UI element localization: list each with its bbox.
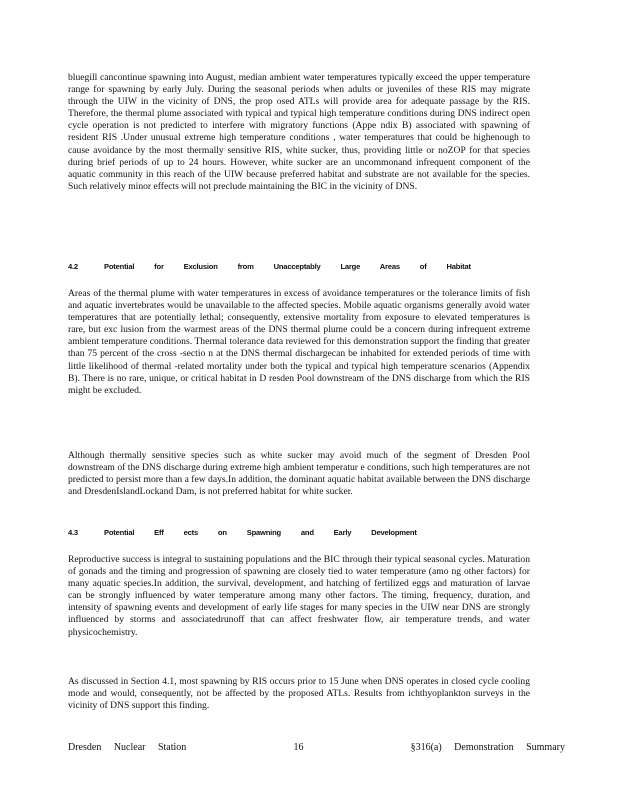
page-footer bbox=[68, 742, 565, 753]
footer-document-title: §316(a) Demonstration Summary bbox=[410, 742, 565, 753]
paragraph-reproductive-success: Reproductive success is integral to sustaining populations and the BIC through their typical seasonal cycles. Maturation of gonads and the timing and progression of spawning are closely tied to water temperature (amo ng other factors) for many aquatic species.In addition, the survival, development, and hatching of fertilized eggs and maturation of larvae can be strongly influenced by water temperature among many other factors. The timing, frequency, duration, and intensity of spawning events and development of early life stages for many species in the UIW near DNS are strongly influenced by storms and associatedrunoff that can affect freshwater flow, air temperature trends, and water physicochemistry. bbox=[68, 554, 530, 638]
paragraph-thermal-plume-exclusion: Areas of the thermal plume with water temperatures in excess of avoidance temperatures or the tolerance limits of fish and aquatic invertebrates would be unavailable to the affected species. Mobile aquatic organisms generally avoid water temperatures that are potentially lethal; consequently, extensive mortality from exposure to elevated temperatures is rare, but exc lusion from the warmest areas of the DNS thermal plume could be a concern during infrequent extreme ambient temperature conditions. Thermal tolerance data reviewed for this demonstration support the finding that greater than 75 percent of the cross -sectio n at the DNS thermal dischargecan be inhabited for extended periods of time with little likelihood of thermal -related mortality under both the typical and typical high temperature scenarios (Appendix B). There is no rare, unique, or critical habitat in D resden Pool downstream of the DNS discharge from which the RIS might be excluded. bbox=[68, 288, 530, 396]
footer-station-name: Dresden Nuclear Station bbox=[68, 742, 187, 753]
paragraph-white-sucker: Although thermally sensitive species such as white sucker may avoid much of the segment of Dresden Pool downstream of the DNS discharge during extreme high ambient temperatur e conditions, such high temperatures are not predicted to persist more than a few days.In addition, the dominant aquatic habitat available between the DNS discharge and DresdenIslandLockand Dam, is not preferred habitat for white sucker. bbox=[68, 450, 530, 498]
section-number: 4.3 bbox=[68, 528, 78, 537]
page-number: 16 bbox=[293, 742, 304, 753]
paragraph-section-4-1-reference: As discussed in Section 4.1, most spawning by RIS occurs prior to 15 June when DNS operates in closed cycle cooling mode and would, consequently, not be affected by the proposed ATLs. Results from ichthyoplankton surveys in the vicinity of DNS support this finding. bbox=[68, 676, 530, 712]
section-title: Potential for Exclusion from Unacceptably Large Areas of Habitat bbox=[104, 262, 471, 271]
section-heading-4-2 bbox=[68, 262, 538, 271]
section-number: 4.2 bbox=[68, 262, 78, 271]
paragraph-bluegill-spawning: bluegill cancontinue spawning into August, median ambient water temperatures typically exceed the upper temperature range for spawning by early July. During the seasonal periods when adults or juveniles of these RIS may migrate through the UIW in the vicinity of DNS, the prop osed ATLs will provide area for adequate passage by the RIS. Therefore, the thermal plume associated with typical and typical high temperature conditions during DNS indirect open cycle operation is not predicted to interfere with migratory functions (Appe ndix B) associated with spawning of resident RIS .Under unusual extreme high temperature conditions , water temperatures that could be highenough to cause avoidance by the most thermally sensitive RIS, white sucker, thus, providing little or noZOP for that species during brief periods of up to 24 hours. However, white sucker are an uncommonand infrequent component of the aquatic community in this reach of the UIW because preferred habitat and substrate are not available for the species. Such relatively minor effects will not preclude maintaining the BIC in the vicinity of DNS. bbox=[68, 72, 530, 192]
section-title: Potential Eff ects on Spawning and Early Development bbox=[104, 528, 417, 537]
section-heading-4-3 bbox=[68, 528, 538, 537]
